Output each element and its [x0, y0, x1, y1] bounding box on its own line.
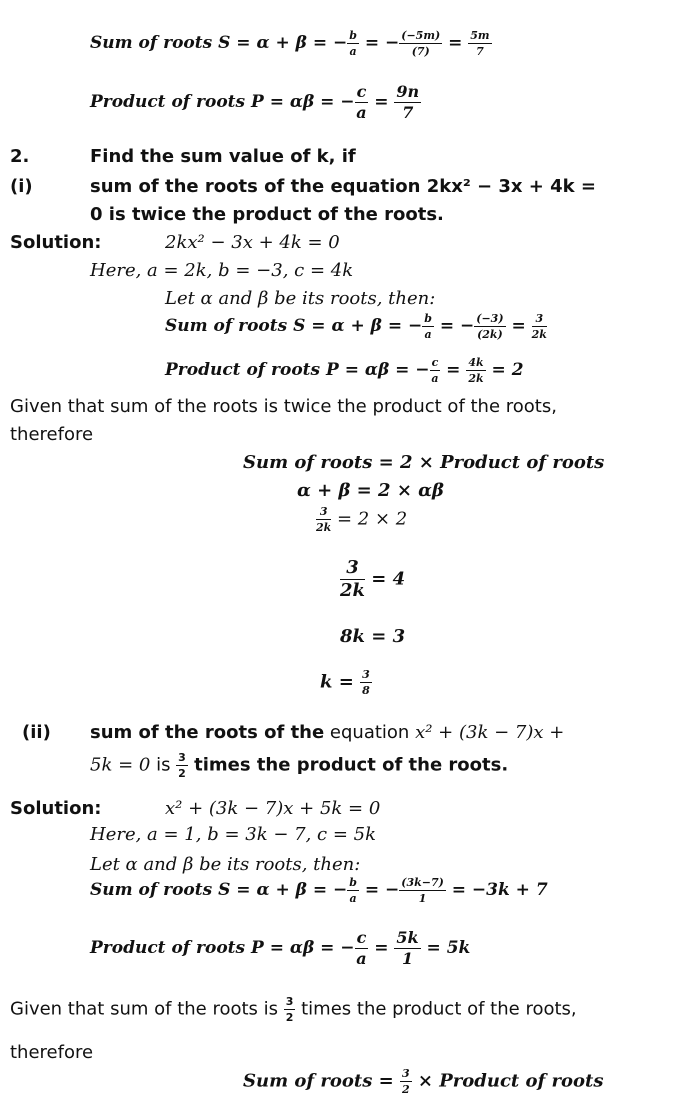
- part-ii-text: [90, 724, 564, 742]
- part-ii-text-2: [90, 752, 508, 779]
- part-i-text: sum of the roots of the equation 2kx² − 3x + 4k =: [90, 176, 596, 197]
- step-3: [316, 506, 407, 533]
- fraction-numerator: b: [349, 876, 357, 889]
- equals-minus: = −: [358, 33, 400, 53]
- fraction-denominator: 2: [178, 767, 186, 780]
- fraction-denominator: 2: [285, 1011, 294, 1024]
- step-2: α + β = 2 × αβ: [297, 480, 444, 501]
- fraction-numerator: 4k: [468, 356, 484, 369]
- therefore-word: therefore: [10, 424, 94, 445]
- fraction-numerator: 3: [362, 668, 370, 681]
- equation-2: x² + (3k − 7)x + 5k = 0: [165, 798, 381, 819]
- product-of-roots-line-2: [90, 930, 470, 967]
- fraction-numerator: 3: [532, 313, 547, 327]
- therefore-word-2: therefore: [10, 1042, 94, 1063]
- fraction-numerator: c: [431, 356, 439, 369]
- part-ii-text-equation-word: equation: [324, 722, 416, 743]
- part-ii-is: is: [150, 754, 177, 776]
- solution-label-2: Solution:: [10, 798, 102, 819]
- step-4-rhs: = 4: [365, 568, 406, 590]
- product-of-roots-line: [165, 357, 524, 384]
- fraction-denominator: 1: [401, 949, 414, 968]
- fraction-denominator: 2k: [340, 580, 365, 601]
- coefficients-line-2: Here, a = 1, b = 3k − 7, c = 5k: [90, 824, 376, 845]
- part-i-label: (i): [10, 176, 33, 197]
- fraction-numerator: b: [349, 29, 357, 42]
- step-3-rhs: = 2 × 2: [331, 508, 408, 530]
- step-1: Sum of roots = 2 × Product of roots: [243, 452, 605, 473]
- fraction-denominator: 8: [362, 684, 370, 697]
- sum-of-roots-line: [165, 313, 547, 340]
- fraction-denominator: (2k): [477, 328, 503, 341]
- step-5: 8k = 3: [340, 626, 406, 647]
- fraction-numerator: 5k: [396, 928, 419, 947]
- product-result: = 2: [485, 360, 524, 380]
- fraction-numerator: c: [356, 928, 367, 947]
- fraction-denominator: 2: [401, 1083, 410, 1096]
- fraction-denominator: a: [356, 103, 367, 122]
- step-6-lhs: k =: [320, 671, 361, 693]
- intro-product-line: [90, 84, 421, 121]
- fraction-numerator: c: [356, 82, 367, 101]
- given-statement-2: [10, 996, 577, 1023]
- equals: =: [442, 33, 469, 53]
- fraction-denominator: a: [349, 892, 357, 905]
- fraction-numerator: 3: [401, 1067, 410, 1080]
- fraction-denominator: 2k: [316, 521, 332, 534]
- fraction-denominator: a: [356, 949, 367, 968]
- fraction-numerator: 3: [316, 506, 331, 520]
- equals-minus: = −: [358, 880, 400, 900]
- equation: 2kx² − 3x + 4k = 0: [165, 232, 340, 253]
- sum-of-roots-line-2: [90, 877, 548, 904]
- step-4: [340, 559, 405, 600]
- fraction-numerator: (−3): [476, 312, 504, 325]
- equals: =: [440, 360, 467, 380]
- equals: =: [505, 316, 532, 336]
- fraction-denominator: a: [431, 372, 439, 385]
- let-roots-line-2: Let α and β be its roots, then:: [90, 854, 361, 875]
- product-result: = 5k: [420, 938, 471, 958]
- solution-label: Solution:: [10, 232, 102, 253]
- fraction-numerator: b: [424, 312, 432, 325]
- fraction-denominator: 7: [402, 103, 414, 122]
- coefficients-line: Here, a = 2k, b = −3, c = 4k: [90, 260, 354, 281]
- final-step: [243, 1068, 603, 1095]
- fraction-denominator: a: [424, 328, 432, 341]
- fraction-denominator: 2k: [468, 372, 484, 385]
- given-text-a: Given that sum of the roots is: [10, 998, 284, 1020]
- given-statement: Given that sum of the roots is twice the product of the roots,: [10, 396, 557, 417]
- intro-sum-lhs: Sum of roots S = α + β = −: [90, 33, 348, 53]
- fraction-numerator: (−5m): [401, 29, 441, 42]
- fraction-numerator: 3: [285, 995, 294, 1008]
- part-ii-text-bold: sum of the roots of the: [90, 722, 325, 743]
- question-title: Find the sum value of k, if: [90, 146, 356, 167]
- part-ii-rest: times the product of the roots.: [187, 754, 509, 776]
- product-lhs: Product of roots P = αβ = −: [165, 360, 430, 380]
- fraction-numerator: 5m: [470, 29, 490, 42]
- part-ii-equation: x² + (3k − 7)x +: [415, 722, 565, 743]
- fraction-numerator: 3: [178, 751, 186, 764]
- fraction-denominator: 2k: [531, 328, 547, 341]
- intro-product-lhs: Product of roots P = αβ = −: [90, 92, 355, 112]
- equals-minus: = −: [433, 316, 475, 336]
- final-lhs: Sum of roots =: [243, 1070, 400, 1092]
- equals: =: [368, 938, 395, 958]
- fraction-denominator: a: [349, 45, 357, 58]
- intro-sum-line: [90, 30, 492, 57]
- fraction-denominator: 7: [476, 45, 484, 58]
- step-6: [320, 669, 372, 696]
- sum-lhs: Sum of roots S = α + β = −: [165, 316, 423, 336]
- part-ii-label: (ii): [22, 722, 51, 743]
- fraction-numerator: 3: [340, 559, 365, 580]
- question-number: 2.: [10, 146, 30, 167]
- fraction-numerator: 9n: [396, 82, 420, 101]
- part-i-text-2: 0 is twice the product of the roots.: [90, 204, 444, 225]
- product-lhs: Product of roots P = αβ = −: [90, 938, 355, 958]
- equals: =: [368, 92, 395, 112]
- sum-lhs: Sum of roots S = α + β = −: [90, 880, 348, 900]
- part-ii-equation-end: 5k = 0: [90, 754, 151, 776]
- let-roots-line: Let α and β be its roots, then:: [165, 288, 436, 309]
- fraction-denominator: 1: [418, 892, 427, 905]
- sum-result: = −3k + 7: [445, 880, 548, 900]
- fraction-numerator: (3k−7): [401, 876, 444, 889]
- fraction-denominator: (7): [411, 45, 430, 58]
- final-rhs: × Product of roots: [411, 1070, 604, 1092]
- given-text-b: times the product of the roots,: [295, 998, 577, 1020]
